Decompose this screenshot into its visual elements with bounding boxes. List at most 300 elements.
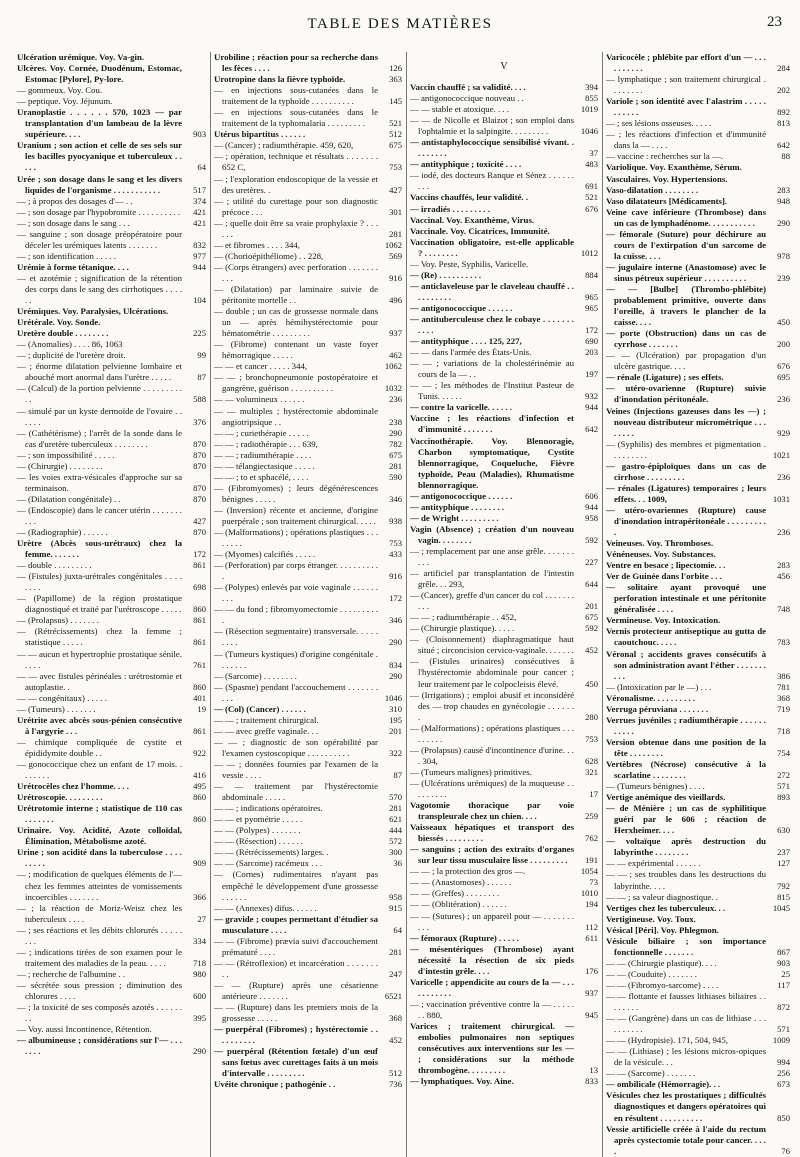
entry-text: Veine cave inférieure (Thrombose) dans un cas de lymphadénome. . . . . . . . . . . bbox=[606, 206, 766, 228]
entry-page-ref: 621 bbox=[389, 814, 402, 825]
entry-page-ref: 948 bbox=[777, 195, 790, 206]
entry-text: — (Syphilis) des membres et pigmentation . . . . . . . . . bbox=[606, 438, 766, 460]
entry-text: — (Perforation) par corps étranger. . . . . . . . . . . bbox=[214, 560, 378, 582]
index-column-4 bbox=[602, 52, 794, 1157]
entry-text: — rénales (Ligatures) temporaires ; leurs effets. . . 1009, bbox=[606, 482, 766, 504]
entry-text: — — ; données fournies par l'examen de la vessie . . . . bbox=[214, 759, 378, 781]
entry-page-ref: 421 bbox=[193, 206, 206, 217]
entry-text: Urémie à forme tétanique. . . . bbox=[17, 261, 129, 272]
entry-text: — chimique compliquée de cystite et épididymite double . . bbox=[17, 736, 182, 758]
entry-text: Véronalisme. . . . . . . . . . bbox=[606, 692, 696, 703]
entry-page-ref: 280 bbox=[585, 711, 598, 722]
entry-page-ref: 915 bbox=[389, 902, 402, 913]
index-entry bbox=[17, 560, 206, 571]
index-entry bbox=[214, 858, 402, 869]
index-entry bbox=[214, 196, 402, 218]
entry-text: — et fibromes . . . . 344, bbox=[214, 239, 301, 250]
index-entry bbox=[410, 911, 598, 933]
index-entry bbox=[17, 383, 206, 405]
entry-text: — (Calcul) de la portion pelvienne . . . . . . . . . . . bbox=[17, 383, 182, 405]
index-entry bbox=[606, 571, 790, 582]
entry-text: Varicelle ; appendicite au cours de la — . . . . . . . . . . . bbox=[410, 976, 574, 998]
entry-page-ref: 628 bbox=[585, 755, 598, 766]
entry-text: — utéro-ovarienne (Rupture) suivie d'inondation péritonéale. bbox=[606, 383, 766, 405]
entry-page-ref: 938 bbox=[389, 515, 402, 526]
entry-text: — ; l'exploration endoscopique de la vessie et des uretères. . bbox=[214, 173, 378, 195]
index-entry bbox=[214, 560, 402, 582]
entry-text: — ; quelle doit être sa vraie prophylaxie ? . . . . . . bbox=[214, 217, 378, 239]
index-entry bbox=[17, 792, 206, 803]
entry-page-ref: 1031 bbox=[772, 493, 790, 504]
index-entry bbox=[410, 347, 598, 358]
entry-page-ref: 980 bbox=[193, 968, 206, 979]
entry-text: — en injections sous-cutanées dans le traitement de la typhoïde . . . . . . . . . . bbox=[214, 85, 378, 107]
entry-text: — — et cancer . . . . . 344, bbox=[214, 361, 308, 372]
entry-page-ref: 893 bbox=[777, 792, 790, 803]
entry-text: — ; la toxicité de ses composés azotés . . . . . . . . bbox=[17, 1002, 182, 1024]
entry-text: Veineuses. Voy. Thromboses. bbox=[606, 538, 714, 549]
entry-page-ref: 201 bbox=[585, 601, 598, 612]
entry-text: — mésentériques (Thrombose) ayant nécessité la résection de six pieds d'intestin grêle. . . . bbox=[410, 943, 574, 976]
index-entry bbox=[214, 151, 402, 173]
entry-text: — vaccine : recherches sur la —. bbox=[606, 151, 723, 162]
entry-text: — antigonococcique . . . . . . bbox=[410, 490, 513, 501]
index-entry bbox=[410, 226, 598, 237]
index-entry bbox=[606, 693, 790, 704]
entry-text: Vernis protecteur antiseptique au gutta de caoutchouc. . . . . bbox=[606, 626, 766, 648]
entry-page-ref: 416 bbox=[193, 770, 206, 781]
index-entry bbox=[17, 262, 206, 273]
index-entry bbox=[17, 671, 206, 693]
entry-page-ref: 197 bbox=[585, 369, 598, 380]
index-entry bbox=[214, 914, 402, 936]
entry-text: — — ; bronchopneumonie postopératoire et gangrène, guérison . . . . . . . . . . bbox=[214, 372, 378, 394]
entry-text: — antistaphylococcique sensibilisé vivant. . . . . . . . . bbox=[410, 137, 574, 159]
entry-page-ref: 833 bbox=[585, 1076, 598, 1087]
entry-page-ref: 932 bbox=[585, 391, 598, 402]
entry-text: — double ; un cas de grossesse normale dans un — après hémihystérectomie pour hématométrie . . . . . . . . . bbox=[214, 306, 378, 339]
index-entry bbox=[214, 251, 402, 262]
entry-page-ref: 958 bbox=[389, 891, 402, 902]
entry-text: — — ; radiothérapie . . . 639, bbox=[214, 438, 318, 449]
entry-text: — — (Rupture) dans les premiers mois de la grossesse . . . . . bbox=[214, 1002, 378, 1024]
index-entry bbox=[410, 933, 598, 944]
entry-page-ref: 283 bbox=[777, 184, 790, 195]
entry-page-ref: 172 bbox=[389, 593, 402, 604]
index-entry bbox=[214, 439, 402, 450]
entry-page-ref: 394 bbox=[585, 82, 598, 92]
entry-text: — — (Rétrécissements) larges. . bbox=[214, 847, 329, 858]
entry-page-ref: 630 bbox=[777, 825, 790, 836]
entry-text: Ulcères. Voy. Cornée, Duodénum, Estomac, Estomac [Pylore], Py-lore. bbox=[17, 63, 182, 85]
index-entry bbox=[410, 977, 598, 999]
entry-page-ref: 945 bbox=[585, 1009, 598, 1020]
entry-page-ref: 977 bbox=[193, 250, 206, 261]
entry-page-ref: 590 bbox=[389, 471, 402, 482]
entry-page-ref: 6521 bbox=[384, 990, 402, 1001]
index-entry bbox=[606, 792, 790, 803]
entry-text: — — ; curiethérapie . . . . . bbox=[214, 427, 309, 438]
entry-text: — (Endoscopie) dans le cancer utérin . . . . . . . . . . bbox=[17, 504, 182, 526]
entry-page-ref: 929 bbox=[777, 427, 790, 438]
entry-text: — (Malformations) ; opérations plastiques . . . . . . . . bbox=[214, 527, 378, 549]
entry-text: Urétrotomie interne ; statistique de 110 cas . . . . . . . bbox=[17, 803, 182, 825]
entry-text: — — ; radiumthérapie . . . . bbox=[214, 449, 312, 460]
index-entry bbox=[17, 494, 206, 505]
index-entry bbox=[410, 888, 598, 899]
entry-text: — puerpéral (Rétention fœtale) d'un œuf sans fœtus avec curettages faits à un mois d'intervalle . . . . . . . . . bbox=[214, 1046, 378, 1079]
entry-page-ref: 512 bbox=[389, 129, 402, 140]
entry-text: Vaccin chauffé ; sa validité. . . . bbox=[410, 82, 526, 92]
entry-text: — — ; la protection des gros —. bbox=[410, 866, 526, 877]
index-entry bbox=[410, 767, 598, 778]
entry-page-ref: 916 bbox=[389, 571, 402, 582]
entry-page-ref: 860 bbox=[193, 814, 206, 825]
entry-text: Vésicule biliaire ; son importance fonctionnelle . . . . . . . bbox=[606, 935, 766, 957]
entry-page-ref: 570 bbox=[389, 792, 402, 803]
entry-text: Vésical [Péri]. Voy. Phlegmon. bbox=[606, 924, 719, 935]
entry-page-ref: 73 bbox=[589, 877, 598, 888]
entry-text: — (Cancer) ; radiumthérapie. 459, 620, bbox=[214, 140, 354, 151]
entry-page-ref: 903 bbox=[193, 129, 206, 140]
index-entry bbox=[606, 836, 790, 858]
entry-page-ref: 611 bbox=[585, 932, 598, 943]
entry-page-ref: 259 bbox=[585, 811, 598, 822]
entry-page-ref: 236 bbox=[777, 527, 790, 538]
entry-page-ref: 452 bbox=[389, 1035, 402, 1046]
entry-page-ref: 1045 bbox=[772, 902, 790, 913]
index-entry bbox=[410, 281, 598, 303]
entry-text: — solitaire ayant provoqué une perforation intestinale et une péritonite généralisée . . . . bbox=[606, 582, 766, 615]
entry-page-ref: 754 bbox=[777, 747, 790, 758]
index-entry bbox=[214, 704, 402, 715]
entry-page-ref: 1046 bbox=[384, 692, 402, 703]
index-entry bbox=[214, 483, 402, 505]
entry-text: — ; la réaction de Moriz-Weisz chez les tuberculeux . . . . bbox=[17, 902, 182, 924]
entry-text: — jugulaire interne (Anastomose) avec le sinus pétreux supérieur . . . . . . . . . . bbox=[606, 261, 766, 283]
entry-page-ref: 861 bbox=[193, 615, 206, 626]
entry-text: Vaccins chauffés, leur validité. . bbox=[410, 192, 529, 203]
entry-text: — rénale (Ligature) ; ses effets. bbox=[606, 372, 724, 383]
index-entry bbox=[214, 394, 402, 405]
entry-text: — sécrétée sous pression ; diminution des chlorures . . . . bbox=[17, 979, 182, 1001]
entry-text: — — (Rupture) après une césarienne antérieure . . . . . . . bbox=[214, 979, 378, 1001]
index-entry bbox=[606, 328, 790, 350]
entry-text: — (Cathétérisme) ; l'arrêt de la sonde dans le cas d'uretère tuberculeux . . . . . . . . bbox=[17, 427, 182, 449]
entry-page-ref: 256 bbox=[777, 1068, 790, 1079]
index-entry bbox=[214, 428, 402, 439]
entry-page-ref: 718 bbox=[777, 725, 790, 736]
entry-page-ref: 691 bbox=[585, 181, 598, 192]
index-entry bbox=[17, 96, 206, 107]
entry-text: — ombilicale (Hémorragie). . . bbox=[606, 1079, 721, 1090]
entry-page-ref: 195 bbox=[389, 714, 402, 725]
entry-page-ref: 870 bbox=[193, 527, 206, 538]
entry-page-ref: 937 bbox=[585, 987, 598, 998]
index-entry bbox=[17, 251, 206, 262]
index-entry bbox=[214, 406, 402, 428]
index-entry bbox=[214, 284, 402, 306]
entry-text: — ; indications tirées de son examen pour le traitement des maladies de la peau. . . . . bbox=[17, 946, 182, 968]
index-entry bbox=[410, 999, 598, 1021]
index-entry bbox=[410, 623, 598, 634]
entry-page-ref: 483 bbox=[585, 159, 598, 170]
entry-page-ref: 698 bbox=[193, 582, 206, 593]
index-entry bbox=[214, 107, 402, 129]
entry-text: — gonococcique chez un enfant de 17 mois. . . . . . . . bbox=[17, 759, 182, 781]
index-entry bbox=[17, 593, 206, 615]
entry-page-ref: 600 bbox=[193, 990, 206, 1001]
entry-page-ref: 870 bbox=[193, 493, 206, 504]
index-entry bbox=[17, 527, 206, 538]
entry-page-ref: 870 bbox=[193, 460, 206, 471]
index-entry bbox=[17, 759, 206, 781]
entry-page-ref: 1021 bbox=[772, 449, 790, 460]
index-entry bbox=[17, 847, 206, 869]
entry-page-ref: 284 bbox=[777, 63, 790, 74]
entry-text: Variole ; son identité avec l'alastrim . . . . . . . . . . . bbox=[606, 96, 766, 118]
entry-page-ref: 301 bbox=[389, 206, 402, 217]
entry-text: — (Rétrécissements) chez la femme ; statistique . . . . . bbox=[17, 626, 182, 648]
index-entry bbox=[606, 1046, 790, 1068]
index-entry bbox=[606, 1068, 790, 1079]
entry-page-ref: 782 bbox=[389, 438, 402, 449]
entry-text: — (Fibrome) contenant un vaste foyer hémorragique . . . . . bbox=[214, 339, 378, 361]
entry-text: Uretère double . . . . . . . . bbox=[17, 328, 109, 339]
index-entry bbox=[214, 604, 402, 626]
index-entry bbox=[606, 350, 790, 372]
entry-text: Vertige anémique des vieillards. bbox=[606, 792, 726, 803]
entry-text: — (Ulcérations urémiques) de la muqueuse . . . . . . . . . bbox=[410, 777, 574, 799]
entry-text: — — (Greffes) . . . . . . . . bbox=[410, 888, 500, 899]
index-entry bbox=[606, 858, 790, 869]
index-entry bbox=[410, 656, 598, 689]
entry-text: — — (Hydropisie). 171, 504, 945, bbox=[606, 1035, 728, 1046]
index-entry bbox=[214, 218, 402, 240]
entry-text: Vaccinale. Voy. Cicatrices, Immunité. bbox=[410, 225, 550, 236]
entry-text: — (Radiographie) . . . . . . bbox=[17, 527, 108, 538]
index-entry bbox=[214, 262, 402, 284]
entry-page-ref: 855 bbox=[585, 93, 598, 104]
index-entry bbox=[17, 273, 206, 306]
entry-text: Urémiques. Voy. Paralysies, Ulcérations. bbox=[17, 306, 169, 317]
entry-page-ref: 322 bbox=[389, 747, 402, 758]
entry-page-ref: 104 bbox=[193, 295, 206, 306]
entry-page-ref: 76 bbox=[781, 1145, 790, 1156]
index-entry bbox=[17, 406, 206, 428]
index-entry bbox=[410, 491, 598, 502]
index-entry bbox=[606, 284, 790, 328]
entry-text: Urinaire. Voy. Acidité, Azote colloïdal, Élimination, Métabolisme azoté. bbox=[17, 825, 182, 847]
entry-page-ref: 290 bbox=[777, 217, 790, 228]
index-entry bbox=[17, 571, 206, 593]
index-entry bbox=[606, 52, 790, 74]
entry-text: Urine ; son acidité dans la tuberculose . . . . . . . . . bbox=[17, 847, 182, 869]
entry-text: — (Cancer), greffe d'un cancer du col . . . . . . . . . . bbox=[410, 590, 574, 612]
index-entry bbox=[17, 461, 206, 472]
index-entry bbox=[410, 104, 598, 115]
entry-page-ref: 861 bbox=[193, 637, 206, 648]
entry-page-ref: 395 bbox=[193, 1013, 206, 1024]
index-entry bbox=[606, 162, 790, 173]
index-entry bbox=[606, 174, 790, 185]
index-entry bbox=[214, 505, 402, 527]
entry-text: Vessie artificielle créée à l'aide du rectum après cystectomie totale pour cancer. . . . . bbox=[606, 1123, 766, 1156]
entry-page-ref: 860 bbox=[193, 604, 206, 615]
entry-text: — gravide ; coupes permettant d'étudier sa musculature . . . . bbox=[214, 913, 378, 935]
index-entry bbox=[606, 185, 790, 196]
entry-text: Urétrite avec abcès sous-pénien consécutive à l'argyrie . . . bbox=[17, 714, 182, 736]
entry-text: — antigonococcique . . . . . . bbox=[410, 302, 513, 313]
entry-text: — — (Sarcome) . . . . . . . bbox=[606, 1068, 696, 1079]
entry-page-ref: 718 bbox=[193, 957, 206, 968]
entry-text: — double . . . . . . . . . bbox=[17, 560, 92, 571]
page-number: 23 bbox=[767, 14, 782, 30]
entry-text: Véronal ; accidents graves consécutifs à son administration avant l'éther . . . . . . . . . . bbox=[606, 648, 766, 681]
entry-text: Varices ; traitement chirurgical. — embolies pulmonaires non septiques consécutives aux interventions sur les — ; considérations sur la méthode thrombogène. . . . . . . . . bbox=[410, 1020, 574, 1076]
index-entry bbox=[606, 991, 790, 1013]
entry-text: — — avec greffe vaginale. . . bbox=[214, 725, 319, 736]
entry-text: — — ; traitement chirurgical. bbox=[214, 714, 319, 725]
entry-text: Uvéite chronique ; pathogénie . . bbox=[214, 1079, 336, 1090]
entry-text: — de Ménière ; un cas de syphilitique guéri par le 606 ; réaction de Herxheimer. . . . bbox=[606, 803, 766, 836]
index-entry bbox=[410, 944, 598, 977]
entry-page-ref: 860 bbox=[193, 681, 206, 692]
index-entry bbox=[410, 745, 598, 767]
index-entry bbox=[214, 936, 402, 958]
entry-text: Vagotomie thoracique par voie transpleurale chez un chien. . . . bbox=[410, 800, 574, 822]
entry-page-ref: 191 bbox=[585, 855, 598, 866]
entry-text: — antityphique ; toxicité . . . . bbox=[410, 159, 522, 170]
index-entry bbox=[410, 314, 598, 336]
index-entry bbox=[606, 538, 790, 549]
index-entry bbox=[17, 869, 206, 902]
index-entry bbox=[410, 800, 598, 822]
entry-page-ref: 588 bbox=[193, 394, 206, 405]
index-entry bbox=[214, 847, 402, 858]
entry-text: — — expérimental . . . . . . bbox=[606, 858, 701, 869]
entry-page-ref: 281 bbox=[389, 228, 402, 239]
entry-text: — — du fond ; fibromyomectomie . . . . . . . . . . bbox=[214, 604, 378, 626]
entry-text: — (Col) (Cancer) . . . . . . bbox=[214, 703, 306, 714]
entry-page-ref: 521 bbox=[389, 118, 402, 129]
entry-page-ref: 592 bbox=[585, 534, 598, 545]
index-entry bbox=[606, 1079, 790, 1090]
entry-text: — lymphatiques. Voy. Aine. bbox=[410, 1076, 514, 1087]
entry-text: Utérus bipartitus . . . . . . bbox=[214, 129, 306, 140]
entry-page-ref: 1062 bbox=[384, 239, 402, 250]
entry-page-ref: 334 bbox=[193, 935, 206, 946]
entry-page-ref: 753 bbox=[389, 162, 402, 173]
entry-text: — (Tumeurs bénignes) . . . . bbox=[606, 781, 705, 792]
entry-text: — — ; diagnostic de son opérabilité par l'examen cystoscopique . . . . . . . . . . bbox=[214, 736, 378, 758]
index-columns bbox=[14, 52, 794, 1156]
entry-text: — ; son dosage dans le sang . . . bbox=[17, 217, 130, 228]
entry-text: — fémoraux (Rupture) . . . . . bbox=[410, 932, 519, 943]
index-entry bbox=[410, 690, 598, 723]
entry-text: — — ; les méthodes de l'Institut Pasteur de Tunis. . . . . . bbox=[410, 380, 574, 402]
entry-text: — — (Anastomoses) . . . . . . bbox=[410, 877, 512, 888]
entry-text: — (Dilatation congénitale) . . bbox=[17, 493, 121, 504]
entry-page-ref: 421 bbox=[193, 217, 206, 228]
index-entry bbox=[214, 903, 402, 914]
entry-page-ref: 462 bbox=[389, 350, 402, 361]
entry-text: — — (Sutures) ; un appareil pour — . . . . . . . . . . bbox=[410, 910, 574, 932]
entry-text: — simulé par un kyste dermoïde de l'ovaire . . . . . . bbox=[17, 405, 182, 427]
entry-text: — — (Polypes) . . . . . . . bbox=[214, 825, 301, 836]
index-entry bbox=[17, 85, 206, 96]
entry-page-ref: 1010 bbox=[580, 888, 598, 899]
entry-text: — — avec fistules périnéales : urétrostomie et autoplastie. . bbox=[17, 670, 182, 692]
index-entry bbox=[606, 439, 790, 461]
index-entry bbox=[214, 174, 402, 196]
entry-text: — fémorale (Suture) pour déchirure au cours de l'extirpation d'un sarcome de la cuisse. . . . bbox=[606, 228, 766, 261]
index-entry bbox=[214, 549, 402, 560]
entry-page-ref: 783 bbox=[777, 637, 790, 648]
entry-text: — Voy. aussi Incontinence, Rétention. bbox=[17, 1024, 152, 1035]
entry-page-ref: 870 bbox=[193, 438, 206, 449]
index-entry bbox=[17, 350, 206, 361]
entry-text: Verruga péruviana . . . . . . . bbox=[606, 703, 709, 714]
entry-text: — gommeux. Voy. Cou. bbox=[17, 85, 103, 96]
entry-page-ref: 202 bbox=[777, 85, 790, 96]
entry-text: — et azotémie ; signification de la rétention des corps dans le sang des cirrhotiques . . . . . . bbox=[17, 272, 182, 306]
index-entry bbox=[410, 612, 598, 623]
index-entry bbox=[214, 461, 402, 472]
index-entry bbox=[17, 140, 206, 173]
entry-text: — — (Chirurgie plastique). . . . bbox=[606, 957, 717, 968]
entry-text: Vaccinothérapie. Voy. Blennoragie, Charbon symptomatique, Cystite blennorragique, Coqueluche, Fièvre typhoïde, Peau (Maladies), Rhumatisme blennorragique. bbox=[410, 435, 574, 490]
entry-page-ref: 965 bbox=[585, 291, 598, 302]
index-entry bbox=[214, 472, 402, 483]
entry-text: — — volumineux . . . . . . bbox=[214, 394, 305, 405]
index-entry bbox=[17, 339, 206, 350]
index-entry bbox=[410, 866, 598, 877]
entry-page-ref: 117 bbox=[777, 979, 790, 990]
entry-page-ref: 792 bbox=[777, 880, 790, 891]
entry-text: Vertigineuse. Voy. Toux. bbox=[606, 913, 696, 924]
index-entry bbox=[606, 262, 790, 284]
entry-text: — — traitement par l'hystérectomie abdominale . . . . . bbox=[214, 781, 378, 803]
index-entry bbox=[606, 129, 790, 151]
entry-page-ref: 937 bbox=[389, 328, 402, 339]
entry-text: Urobiline ; réaction pour sa recherche dans les fèces . . . . bbox=[214, 52, 378, 74]
entry-page-ref: 571 bbox=[777, 1024, 790, 1035]
entry-page-ref: 719 bbox=[777, 703, 790, 714]
index-entry bbox=[214, 1079, 402, 1090]
entry-page-ref: 36 bbox=[393, 858, 402, 869]
entry-page-ref: 290 bbox=[389, 637, 402, 648]
entry-page-ref: 748 bbox=[777, 604, 790, 615]
index-entry bbox=[606, 1124, 790, 1157]
entry-page-ref: 944 bbox=[585, 501, 598, 512]
entry-page-ref: 290 bbox=[389, 427, 402, 438]
entry-text: — (Fistules) juxta-urétrales congénitales . . . . . . . . bbox=[17, 571, 182, 593]
entry-text: — iodé, des docteurs Ranque et Sénez . . . . . . . . . bbox=[410, 170, 574, 192]
entry-page-ref: 781 bbox=[777, 681, 790, 692]
entry-text: — gastro-épiploïques dans un cas de cirrhose . . . . . . . . . bbox=[606, 460, 766, 482]
entry-page-ref: 753 bbox=[585, 733, 598, 744]
entry-text: — — ; radiumthérapie . . 452, bbox=[410, 612, 517, 623]
entry-text: Variolique. Voy. Exanthème, Sérum. bbox=[606, 162, 742, 173]
entry-text: Urée ; son dosage dans le sang et les divers liquides de l'organisme . . . . . . . . . . . bbox=[17, 173, 182, 195]
entry-text: Ver de Guinée dans l'orbite . . . bbox=[606, 571, 722, 582]
entry-text: — antityphique . . . . . . . . bbox=[410, 501, 505, 512]
index-entry bbox=[17, 317, 206, 328]
index-entry bbox=[410, 546, 598, 568]
index-entry bbox=[606, 549, 790, 560]
entry-page-ref: 366 bbox=[193, 891, 206, 902]
